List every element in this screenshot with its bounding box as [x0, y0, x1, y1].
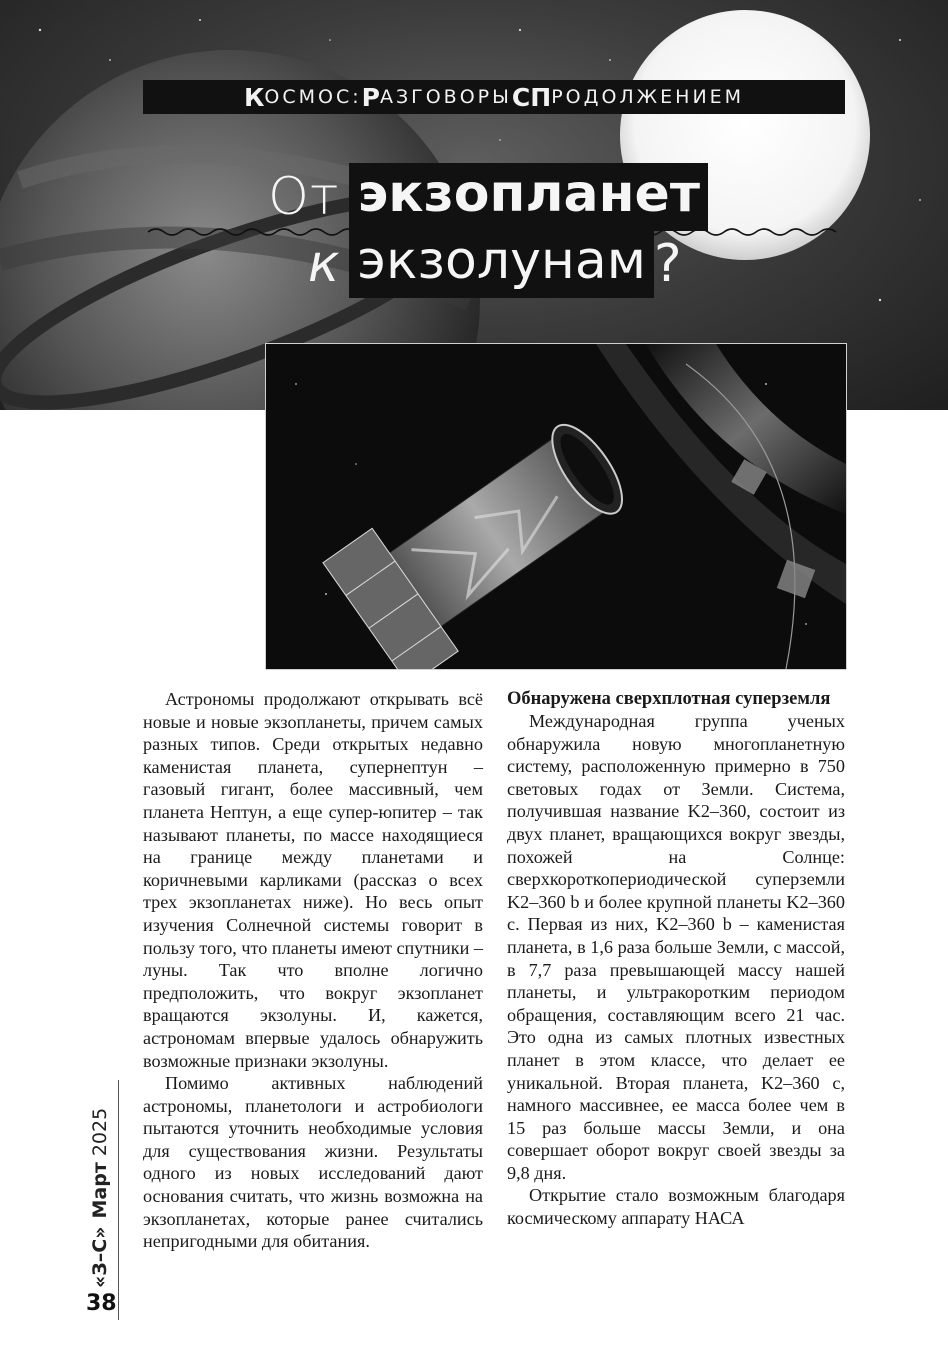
- title-word-exoplanets: экзопланет: [349, 163, 708, 231]
- article-title-line2: [308, 232, 682, 296]
- telescope-photo: [265, 343, 847, 670]
- page-number: 38: [86, 1291, 117, 1316]
- magazine-name: «З–С»: [89, 1226, 111, 1288]
- article-title-line1: [268, 166, 708, 228]
- issue-month: Март: [89, 1162, 111, 1219]
- title-question-mark: ?: [653, 234, 682, 294]
- footer-rule: [118, 1080, 119, 1320]
- issue-year: 2025: [89, 1107, 111, 1157]
- magazine-issue: [86, 1088, 114, 1288]
- telescope-illustration: [266, 344, 846, 669]
- title-word-exomoons: экзолунам: [349, 230, 654, 298]
- paragraph: Помимо активных наблюдений астрономы, планетологи и астробиологи пытаются уточнить необходимые условия для существования жизни. Результаты одного из новых исследований дают основания считать, что жизнь возможна на экзопланетах, которые ранее считались непригодными для обитания.: [143, 1073, 483, 1252]
- title-from: От: [268, 167, 340, 227]
- left-column: [143, 688, 483, 1253]
- section-subheading: Обнаружена сверхплотная суперземля: [507, 689, 831, 709]
- paragraph: Открытие стало возможным благодаря космическому аппарату НАСА: [507, 1185, 845, 1229]
- right-column: [507, 688, 845, 1230]
- paragraph: Международная группа ученых обнаружила новую многопланетную систему, расположенную примерно в 750 световых годах от Земли. Система, получившая название K2–360, состоит из двух планет, вращающихся вокруг звезды, похожей на Солнце: сверхкороткопериодической суперземли K2–360 b и более крупной планеты K2–360 c. Первая из них, K2–360 b – каменистая планета, в 1,6 раза больше Земли, с массой, в 7,7 раза превышающей массу нашей планеты, и ультракоротким периодом обращения, составляющим всего 21 час. Это одна из самых плотных известных планет в этом классе, что делает ее уникальной. Вторая планета, K2–360 c, намного массивнее, ее масса более чем в 15 раз больше массы Земли, и она совершает оборот вокруг своей звезды за 9,8 дня.: [507, 711, 845, 1183]
- title-to: к: [308, 234, 340, 294]
- paragraph: Астрономы продолжают открывать всё новые и новые экзопланеты, причем самых разных типов. Среди открытых недавно каменистая планета, супернептун – газовый гигант, более массивный, чем планета Нептун, а еще супер-юпитер – так называют планеты, по массе находящиеся на границе между планетами и коричневыми карликами (рассказ о всех трех экзопланетах ниже). Но весь опыт изучения Солнечной системы говорит в пользу того, что планеты имеют спутники – луны. Так что вполне логично предположить, что вокруг экзопланет вращаются экзолуны. И, кажется, астрономам впервые удалось обнаружить возможные признаки экзолуны.: [143, 689, 483, 1071]
- series-heading: К ОСМОС: Р АЗГОВОРЫ С П РОДОЛЖЕНИЕМ: [143, 80, 845, 114]
